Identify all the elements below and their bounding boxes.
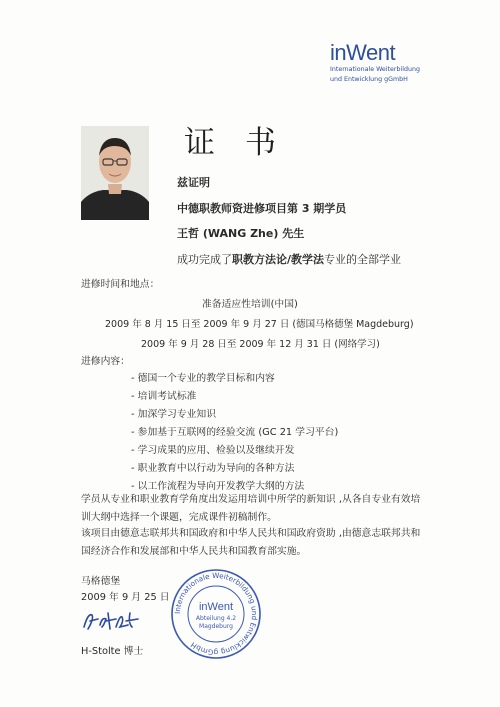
portrait-photo xyxy=(81,126,149,220)
list-item: - 参加基于互联网的经验交流 (GC 21 学习平台) xyxy=(131,427,339,438)
list-item: - 培训考试标准 xyxy=(131,391,197,402)
completion-prefix: 成功完成了 xyxy=(177,253,232,266)
stamp-city: Magdeburg xyxy=(199,623,233,630)
stamp-logo: inWent xyxy=(198,601,234,613)
paragraph-application xyxy=(81,483,426,527)
paragraph-line: 国经济合作和发展部和中华人民共和国教育部实施。 xyxy=(81,546,307,557)
contents-label: 进修内容： xyxy=(81,356,130,367)
list-item: - 职业教育中以行动为导向的各种方法 xyxy=(131,463,295,474)
paragraph-funding xyxy=(81,525,426,561)
svg-text:Internationale Weiterbildung u xyxy=(173,571,259,657)
schedule-period-1: 2009 年 8 月 15 日至 2009 年 9 月 27 日 (德国马格德堡 Magdeburg) xyxy=(105,319,414,330)
official-stamp xyxy=(170,568,262,660)
list-item: - 学习成果的应用、检验以及继续开发 xyxy=(131,445,295,456)
completion-subject: 职教方法论/教学法 xyxy=(232,253,325,266)
logo-subtitle-line1: Internationale Weiterbildung xyxy=(330,66,420,73)
handwritten-signature xyxy=(80,607,146,633)
schedule-period-2: 2009 年 9 月 28 日至 2009 年 12 月 31 日 (网络学习) xyxy=(141,339,380,350)
program-line: 中德职教师资进修项目第 3 期学员 xyxy=(177,202,347,215)
schedule-label: 进修时间和地点： xyxy=(81,279,160,290)
list-item: - 以工作流程为导向开发教学大纲的方法 xyxy=(131,481,305,492)
list-item: - 加深学习专业知识 xyxy=(131,409,217,420)
completion-suffix: 专业的全部学业 xyxy=(324,253,402,266)
student-name: 王哲 (WANG Zhe) 先生 xyxy=(177,227,305,240)
list-item: - 德国一个专业的教学目标和内容 xyxy=(131,373,275,384)
logo-subtitle-line2: und Entwicklung gGmbH xyxy=(330,76,408,83)
paragraph-line: 该项目由德意志联邦共和国政府和中华人民共和国政府资助 ,由德意志联邦共和 xyxy=(81,528,421,539)
signer-name: H-Stolte 博士 xyxy=(81,646,144,657)
inwent-logo xyxy=(330,42,430,84)
stamp-department: Abteilung 4.2 xyxy=(195,615,237,622)
paragraph-line: 训大纲中选择一个课题，完成课件初稿制作。 xyxy=(81,512,277,523)
completion-line xyxy=(177,251,401,267)
certificate-title: 证书 xyxy=(184,125,306,161)
stamp-ring-text: Internationale Weiterbildung und Entwicklung gGmbH xyxy=(172,570,260,658)
certificate-subtitle: 兹证明 xyxy=(177,176,210,189)
footer-place: 马格德堡 xyxy=(81,576,121,587)
paragraph-line: 学员从专业和职业教育学角度出发运用培训中所学的新知识 ,从各自专业有效培 xyxy=(81,494,421,505)
course-title: 准备适应性培训(中国) xyxy=(202,299,298,310)
footer-date: 2009 年 9 月 25 日 xyxy=(81,592,170,603)
logo-wordmark: inWent xyxy=(330,40,396,65)
